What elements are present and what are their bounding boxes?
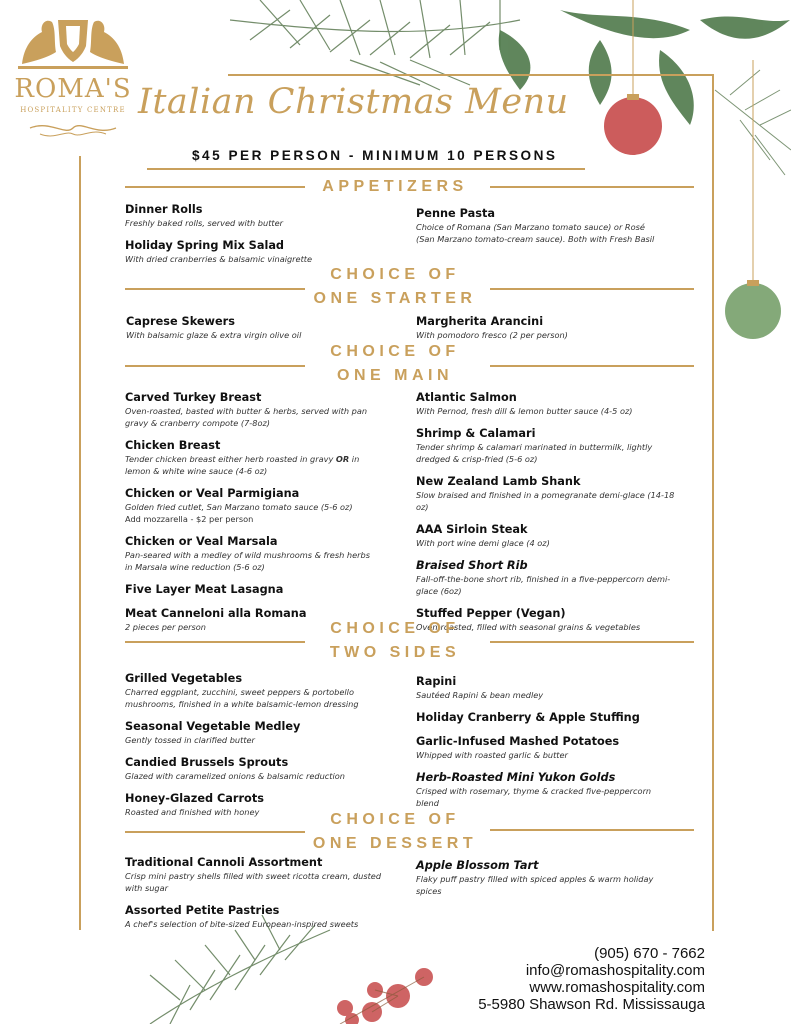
item-name: Garlic-Infused Mashed Potatoes bbox=[416, 735, 620, 748]
section-heading-starter-line1: CHOICE OF bbox=[330, 266, 460, 283]
menu-item bbox=[416, 474, 676, 513]
menu-item bbox=[416, 674, 666, 701]
appetizers-left-column bbox=[125, 202, 415, 274]
item-name: Chicken or Veal Parmigiana bbox=[125, 487, 300, 500]
item-desc: Choice of Romana (San Marzano tomato sauce) or Rosé (San Marzano tomato-cream sauce). Both with Fresh Basil bbox=[416, 222, 655, 244]
brand-subtitle: HOSPITALITY CENTRE bbox=[20, 106, 126, 114]
berries-icon bbox=[337, 968, 433, 1024]
item-desc: Flaky puff pastry filled with spiced apples & warm holiday spices bbox=[416, 874, 654, 896]
item-desc: With balsamic glaze & extra virgin olive oil bbox=[126, 330, 302, 340]
item-desc: A chef's selection of bite-sized European-inspired sweets bbox=[125, 919, 359, 929]
title-underline bbox=[147, 168, 585, 170]
sides-left-column bbox=[125, 671, 385, 827]
menu-item bbox=[125, 582, 375, 597]
menu-item bbox=[416, 390, 676, 417]
section-rule-left bbox=[125, 831, 305, 833]
menu-item bbox=[125, 534, 375, 573]
item-name: New Zealand Lamb Shank bbox=[416, 475, 581, 488]
item-desc: Sautéed Rapini & bean medley bbox=[416, 690, 544, 700]
section-rule-left bbox=[125, 288, 305, 290]
item-desc: Slow braised and finished in a pomegranate demi-glace (14-18 oz) bbox=[416, 490, 675, 512]
section-heading-main-line1: CHOICE OF bbox=[330, 343, 460, 360]
item-name: AAA Sirloin Steak bbox=[416, 523, 528, 536]
item-name: Rapini bbox=[416, 675, 457, 688]
item-name: Herb-Roasted Mini Yukon Golds bbox=[416, 771, 616, 784]
menu-item bbox=[126, 314, 416, 341]
section-rule-left bbox=[125, 186, 305, 188]
contact-website[interactable]: www.romashospitality.com bbox=[529, 979, 705, 996]
item-desc: With pomodoro fresco (2 per person) bbox=[416, 330, 568, 340]
item-name: Meat Canneloni alla Romana bbox=[125, 607, 307, 620]
item-name: Apple Blossom Tart bbox=[416, 859, 539, 872]
item-desc bbox=[125, 453, 375, 477]
section-heading-main-line2: ONE MAIN bbox=[337, 367, 453, 384]
item-desc: Crisp mini pastry shells filled with sweet ricotta cream, dusted with sugar bbox=[125, 871, 382, 893]
item-desc: Glazed with caramelized onions & balsamic reduction bbox=[125, 771, 345, 781]
menu-item bbox=[125, 390, 375, 429]
item-desc: Gently tossed in clarified butter bbox=[125, 735, 255, 745]
section-heading-dessert-line2: ONE DESSERT bbox=[312, 835, 478, 852]
price-line: $45 PER PERSON - MINIMUM 10 PERSONS bbox=[192, 148, 558, 163]
menu-item bbox=[125, 238, 415, 265]
item-desc: Roasted and finished with honey bbox=[125, 807, 260, 817]
brand-name: ROMA'S bbox=[14, 74, 132, 104]
menu-item bbox=[125, 438, 375, 477]
menu-item bbox=[416, 770, 666, 809]
section-rule-left bbox=[125, 641, 305, 643]
menu-item bbox=[125, 486, 375, 525]
red-ornament-icon bbox=[604, 97, 662, 155]
item-name: Shrimp & Calamari bbox=[416, 427, 536, 440]
item-name: Caprese Skewers bbox=[126, 315, 235, 328]
item-desc: 2 pieces per person bbox=[125, 622, 206, 632]
flourish-icon bbox=[10, 118, 136, 140]
item-desc: Whipped with roasted garlic & butter bbox=[416, 750, 568, 760]
item-desc: Freshly baked rolls, served with butter bbox=[125, 218, 284, 228]
menu-item bbox=[416, 734, 666, 761]
item-desc: Tender shrimp & calamari marinated in buttermilk, lightly dredged & crisp-fried (5-6 oz) bbox=[416, 442, 653, 464]
green-ornament-icon bbox=[725, 283, 781, 339]
item-name: Candied Brussels Sprouts bbox=[125, 756, 289, 769]
item-name: Penne Pasta bbox=[416, 207, 495, 220]
dessert-left-column bbox=[125, 855, 385, 939]
menu-item bbox=[416, 558, 676, 597]
menu-item bbox=[125, 855, 385, 894]
item-desc: Charred eggplant, zucchini, sweet peppers & portobello mushrooms, finished in a white balsamic-lemon dressing bbox=[125, 687, 359, 709]
menu-item bbox=[416, 426, 676, 465]
menu-item bbox=[416, 858, 676, 897]
dessert-right-column bbox=[416, 858, 676, 906]
item-name: Seasonal Vegetable Medley bbox=[125, 720, 301, 733]
menu-item bbox=[125, 719, 385, 746]
section-rule-right bbox=[490, 641, 694, 643]
section-heading-sides-line1: CHOICE OF bbox=[330, 620, 460, 637]
section-rule-right bbox=[490, 365, 694, 367]
item-desc: Pan-seared with a medley of wild mushrooms & fresh herbs in Marsala wine reduction (5-6 oz) bbox=[125, 550, 370, 572]
main-right-column bbox=[416, 390, 676, 642]
item-desc: With dried cranberries & balsamic vinaigrette bbox=[125, 254, 313, 264]
item-name: Five Layer Meat Lasagna bbox=[125, 583, 284, 596]
main-left-column bbox=[125, 390, 375, 642]
item-name: Grilled Vegetables bbox=[125, 672, 243, 685]
section-heading-sides-line2: TWO SIDES bbox=[329, 644, 461, 661]
item-name: Atlantic Salmon bbox=[416, 391, 517, 404]
item-desc: Fall-off-the-bone short rib, finished in a five-peppercorn demi-glace (6oz) bbox=[416, 574, 671, 596]
menu-item bbox=[416, 314, 706, 341]
item-name: Assorted Petite Pastries bbox=[125, 904, 280, 917]
item-desc: Crisped with rosemary, thyme & cracked five-peppercorn blend bbox=[416, 786, 652, 808]
crest-icon bbox=[10, 12, 136, 74]
item-name: Holiday Cranberry & Apple Stuffing bbox=[416, 711, 640, 724]
item-desc: With Pernod, fresh dill & lemon butter sauce (4-5 oz) bbox=[416, 406, 633, 416]
item-name: Margherita Arancini bbox=[416, 315, 544, 328]
section-rule-left bbox=[125, 365, 305, 367]
item-desc-part: Tender chicken breast either herb roasted in gravy bbox=[125, 454, 336, 464]
frame-top-rule bbox=[228, 74, 714, 76]
item-name: Chicken Breast bbox=[125, 439, 221, 452]
item-name: Holiday Spring Mix Salad bbox=[125, 239, 285, 252]
item-name: Carved Turkey Breast bbox=[125, 391, 262, 404]
item-name: Dinner Rolls bbox=[125, 203, 203, 216]
appetizers-right-column bbox=[416, 206, 666, 254]
menu-item bbox=[416, 710, 666, 725]
page-title: Italian Christmas Menu bbox=[138, 82, 569, 122]
section-rule-right bbox=[490, 829, 694, 831]
item-desc-addon: Add mozzarella - $2 per person bbox=[125, 514, 254, 524]
section-heading-starter-line2: ONE STARTER bbox=[313, 290, 477, 307]
item-desc-part: in lemon & white wine sauce (4-6 oz) bbox=[125, 454, 360, 476]
item-name: Chicken or Veal Marsala bbox=[125, 535, 278, 548]
section-heading-appetizers: APPETIZERS bbox=[322, 178, 468, 195]
sides-right-column bbox=[416, 674, 666, 818]
menu-item bbox=[125, 202, 415, 229]
item-desc-or: OR bbox=[335, 454, 350, 464]
menu-item bbox=[125, 671, 385, 710]
contact-address: 5-5980 Shawson Rd. Mississauga bbox=[478, 996, 705, 1013]
item-name: Braised Short Rib bbox=[416, 559, 528, 572]
item-name: Stuffed Pepper (Vegan) bbox=[416, 607, 566, 620]
item-desc: Oven-roasted, basted with butter & herbs, served with pan gravy & cranberry compote (7-8oz) bbox=[125, 406, 368, 428]
item-name: Traditional Cannoli Assortment bbox=[125, 856, 323, 869]
menu-item bbox=[125, 755, 385, 782]
section-heading-dessert-line1: CHOICE OF bbox=[330, 811, 460, 828]
menu-item bbox=[416, 522, 676, 549]
frame-left-rule bbox=[79, 156, 81, 930]
item-desc: Oven-roasted, filled with seasonal grains & vegetables bbox=[416, 622, 641, 632]
frame-right-rule bbox=[712, 74, 714, 931]
contact-phone[interactable]: (905) 670 - 7662 bbox=[594, 945, 705, 962]
item-desc: Golden fried cutlet, San Marzano tomato sauce (5-6 oz) bbox=[125, 502, 353, 512]
menu-item bbox=[416, 206, 666, 245]
contact-email[interactable]: info@romashospitality.com bbox=[525, 962, 705, 979]
section-rule-right bbox=[490, 186, 694, 188]
section-rule-right bbox=[490, 288, 694, 290]
menu-item bbox=[125, 903, 385, 930]
logo bbox=[10, 12, 136, 140]
item-desc: With port wine demi glace (4 oz) bbox=[416, 538, 550, 548]
item-name: Honey-Glazed Carrots bbox=[125, 792, 264, 805]
